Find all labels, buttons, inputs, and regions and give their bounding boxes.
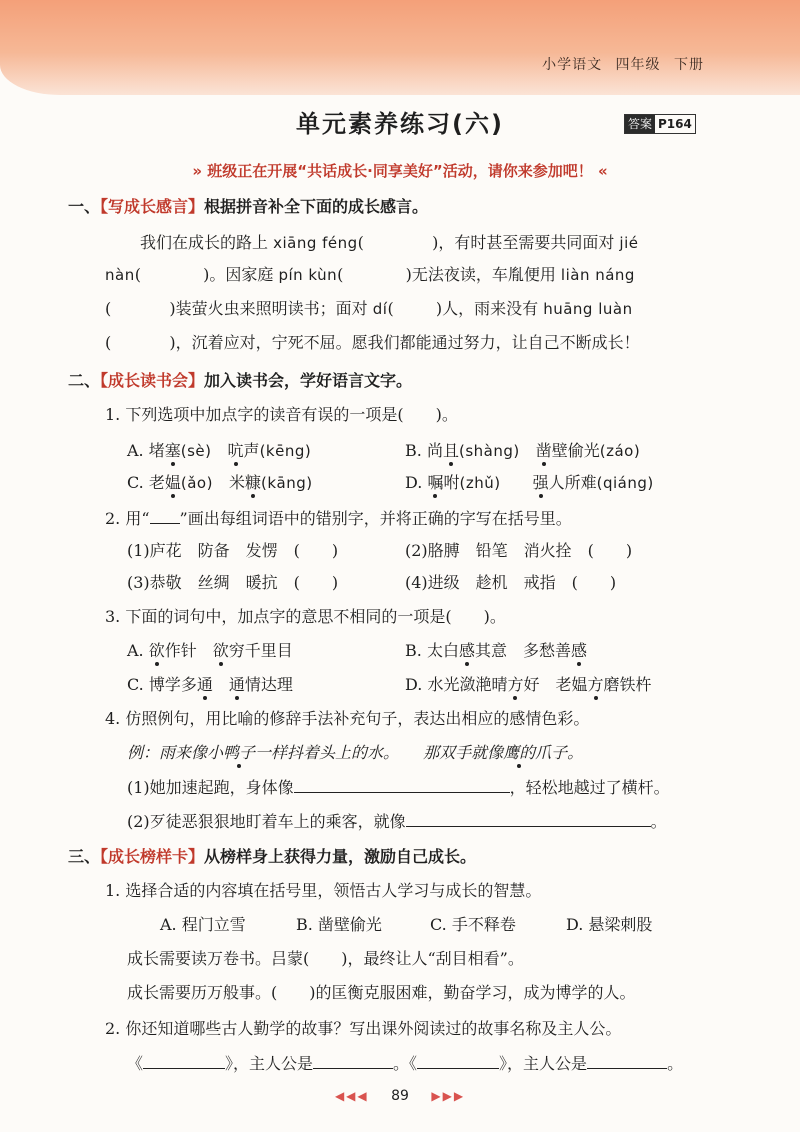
example-text: 雨来 (159, 743, 192, 762)
word-part: 博学多 (148, 675, 197, 694)
pinyin: huāng luàn (543, 300, 633, 318)
text: 我们在成长的路上 (140, 233, 274, 252)
q2-3-option-d[interactable] (405, 674, 652, 696)
activity-intro (0, 160, 800, 181)
option-letter: C. (127, 675, 149, 694)
section-number: 一、 (68, 197, 101, 216)
pinyin: (shàng) (458, 442, 520, 460)
q3-1-option-b[interactable]: B. 凿壁偷光 (296, 915, 382, 934)
section-task: 根据拼音补全下面的成长感言。 (204, 197, 429, 216)
option-letter: A. (127, 641, 149, 660)
section-tag: 【成长读书会】 (100, 371, 205, 390)
option-letter: B. (405, 641, 427, 660)
pinyin: pín kùn (278, 266, 338, 284)
dotted-char: 欲 (212, 641, 229, 660)
text: ( (134, 265, 147, 284)
option-letter: D. (405, 675, 428, 694)
section-tag: 【成长榜样卡】 (100, 847, 205, 866)
q3-1-stem: 1. 选择合适的内容填在括号里，领悟古人学习与成长的智慧。 (105, 881, 542, 900)
s1-line-4 (105, 332, 640, 354)
q2-2-stem (105, 508, 572, 530)
pinyin: xiāng féng (273, 234, 358, 252)
dotted-char: 欲 (148, 641, 165, 660)
q2-4-stem: 4. 仿照例句，用比喻的修辞手法补充句子，表达出相应的感情色彩。 (105, 709, 590, 728)
answer-blank[interactable] (369, 232, 427, 248)
section-number: 二、 (68, 371, 101, 390)
text: ，轻松地越过了横杆。 (509, 778, 670, 797)
q2-1-option-c[interactable] (127, 472, 313, 494)
dotted-char: 方 (587, 675, 604, 694)
text: 《 (127, 1054, 144, 1073)
answer-blank[interactable] (116, 332, 164, 348)
dotted-char: 方 (507, 675, 524, 694)
q3-1-line-1: 成长需要读万卷书。吕蒙( )，最终让人“刮目相看”。 (127, 949, 524, 968)
q2-3-option-a[interactable] (127, 640, 293, 662)
story-name-blank[interactable] (143, 1052, 225, 1069)
example-text: 抖着头上的水。 (287, 743, 392, 762)
chevron-left-icon: « (597, 162, 608, 180)
q3-1-option-d[interactable]: D. 悬梁刺股 (566, 915, 653, 934)
example-label: 例： (127, 743, 160, 762)
word-part: 老媪 (555, 675, 588, 694)
intro-text: 班级正在开展“共话成长·同享美好”活动，请你来参加吧！ (207, 162, 593, 180)
q2-3-option-c[interactable] (127, 674, 293, 696)
text: )无法夜读，车胤便用 (400, 265, 561, 284)
section-3-heading (68, 846, 476, 868)
text: (2)歹徒恶狠狠地盯着车上的乘客，就像 (127, 812, 406, 831)
text: ( (105, 333, 117, 352)
dotted-char: 嘱 (427, 473, 444, 492)
dotted-char: 通 (196, 675, 213, 694)
q2-2-row-2b: (4)进级 趁机 戒指 ( ) (405, 573, 617, 592)
s1-line-3 (105, 298, 633, 320)
pinyin: nàn (105, 266, 135, 284)
word-part: 其意 (474, 641, 507, 660)
pinyin: (záo) (599, 442, 641, 460)
dotted-char: 且 (442, 441, 459, 460)
subject-label: 小学语文 (542, 57, 603, 73)
word-part: 穷千里目 (228, 641, 293, 660)
text: )人，雨来没有 (430, 299, 544, 318)
text: 2. 用“ (105, 509, 150, 528)
q2-4-sentence-2 (127, 810, 667, 833)
header-banner (0, 0, 800, 95)
text: (1)她加速起跑，身体像 (127, 778, 294, 797)
dotted-char: 凿 (535, 441, 552, 460)
dotted-char: 吭 (227, 441, 244, 460)
text: ( (337, 265, 349, 284)
word-part: 太白 (426, 641, 459, 660)
text: ( (357, 233, 369, 252)
answer-label: 答案 (625, 115, 655, 133)
word-part: 老 (148, 473, 165, 492)
section-2-heading (68, 370, 412, 392)
q2-2-row-1b: (2)胳膊 铅笔 消火拴 ( ) (405, 541, 633, 560)
story-name-blank[interactable] (417, 1052, 499, 1069)
text: ”画出每组词语中的错别字，并将正确的字写在括号里。 (179, 509, 572, 528)
q2-1-option-d[interactable] (405, 472, 654, 494)
section-task: 从榜样身上获得力量，激励自己成长。 (204, 847, 477, 866)
volume-label: 下册 (674, 57, 704, 73)
dotted-char: 感 (458, 641, 475, 660)
page-number: 89 (391, 1088, 409, 1104)
word-part: 堵 (148, 441, 165, 460)
q3-1-line-2: 成长需要历万般事。( )的匡衡克服困难，勤奋学习，成为博学的人。 (127, 983, 636, 1002)
answer-blank[interactable] (349, 264, 401, 280)
text: 》，主人公是 (499, 1054, 588, 1073)
dotted-char: 通 (228, 675, 245, 694)
section-1-heading (68, 196, 428, 218)
text: 。 (667, 1054, 684, 1073)
word-part: 米 (228, 473, 245, 492)
q2-2-row-1a: (1)庐花 防备 发愣 ( ) (127, 541, 339, 560)
word-part: 人所难 (548, 473, 597, 492)
pinyin: (qiáng) (596, 474, 654, 492)
pinyin: (zhǔ) (459, 474, 501, 492)
text: ( (105, 299, 117, 318)
pinyin: jié (619, 234, 639, 252)
dotted-char: 糠 (244, 473, 261, 492)
underline-sample (150, 513, 180, 524)
q3-2-stem: 2. 你还知道哪些古人勤学的故事？写出课外阅读过的故事名称及主人公。 (105, 1019, 622, 1038)
pinyin: (sè) (180, 442, 212, 460)
answer-page: P164 (658, 117, 692, 131)
text: ( (387, 299, 399, 318)
header-subtitle (542, 54, 704, 74)
answer-line[interactable] (294, 776, 510, 793)
q2-1-option-b[interactable] (405, 440, 640, 462)
option-letter: B. (405, 441, 427, 460)
option-letter: D. (405, 473, 428, 492)
q2-1-option-a[interactable] (127, 440, 311, 462)
word-part: 情达理 (244, 675, 293, 694)
text: )，有时甚至需要共同面对 (427, 233, 620, 252)
answer-blank[interactable] (116, 298, 164, 314)
arrows-left-icon: ◀◀◀ (334, 1089, 369, 1103)
s1-line-1 (140, 232, 639, 254)
pinyin: dí (372, 300, 388, 318)
dotted-char: 强 (532, 473, 549, 492)
q3-1-option-a[interactable]: A. 程门立雪 (160, 915, 246, 934)
answer-line[interactable] (406, 810, 651, 827)
answer-blank[interactable] (399, 298, 431, 314)
option-letter: A. (127, 441, 149, 460)
example-dotted: 像小鸭子一样 (191, 743, 288, 762)
section-tag: 【写成长感言】 (100, 197, 205, 216)
text: )装萤火虫来照明读书；面对 (164, 299, 373, 318)
q2-4-sentence-1 (127, 776, 670, 799)
word-part: 好 (523, 675, 540, 694)
q2-3-stem: 3. 下面的词句中，加点字的意思不相同的一项是( )。 (105, 607, 506, 626)
grade-label: 四年级 (615, 57, 661, 73)
text: )。因家庭 (198, 265, 279, 284)
option-letter: C. (127, 473, 149, 492)
example-dotted: 就像鹰的爪子 (471, 743, 568, 762)
section-number: 三、 (68, 847, 101, 866)
page-title: 单元素养练习(六) (296, 110, 504, 138)
word-part: 壁偷光 (551, 441, 600, 460)
s1-line-2 (105, 264, 635, 286)
word-part: 水光潋滟晴 (427, 675, 508, 694)
answer-blank[interactable] (146, 264, 198, 280)
word-part: 磨铁杵 (603, 675, 652, 694)
text: 。《 (393, 1054, 418, 1073)
example-text: 。 (567, 743, 584, 762)
q3-1-option-c[interactable]: C. 手不释卷 (430, 915, 516, 934)
pinyin: (ǎo) (180, 474, 213, 492)
pinyin: (kēng) (259, 442, 312, 460)
arrows-right-icon: ▶▶▶ (431, 1089, 466, 1103)
text: 》，主人公是 (225, 1054, 314, 1073)
word-part: 声 (243, 441, 260, 460)
q2-2-row-2a: (3)恭敬 丝绸 暖抗 ( ) (127, 573, 339, 592)
q2-1-stem: 1. 下列选项中加点字的读音有误的一项是( )。 (105, 405, 458, 424)
text: )，沉着应对，宁死不屈。愿我们都能通过努力，让自己不断成长！ (164, 333, 640, 352)
section-task: 加入读书会，学好语言文字。 (204, 371, 413, 390)
q2-3-option-b[interactable] (405, 640, 587, 662)
example-text: 那双手 (423, 743, 472, 762)
dotted-char: 媪 (164, 473, 181, 492)
chevron-right-icon: » (192, 162, 203, 180)
q2-4-example (127, 742, 583, 764)
protagonist-blank[interactable] (313, 1052, 393, 1069)
word-part: 作针 (164, 641, 197, 660)
answer-tag (624, 114, 696, 134)
pinyin: liàn náng (560, 266, 635, 284)
word-part: 多愁善 (523, 641, 572, 660)
word-part: 尚 (426, 441, 443, 460)
dotted-char: 感 (571, 641, 588, 660)
q3-2-answer-line (127, 1052, 683, 1075)
word-part: 咐 (443, 473, 460, 492)
dotted-char: 塞 (164, 441, 181, 460)
protagonist-blank[interactable] (587, 1052, 667, 1069)
page-footer (0, 1088, 800, 1104)
text: 。 (650, 812, 667, 831)
pinyin: (kāng) (261, 474, 313, 492)
